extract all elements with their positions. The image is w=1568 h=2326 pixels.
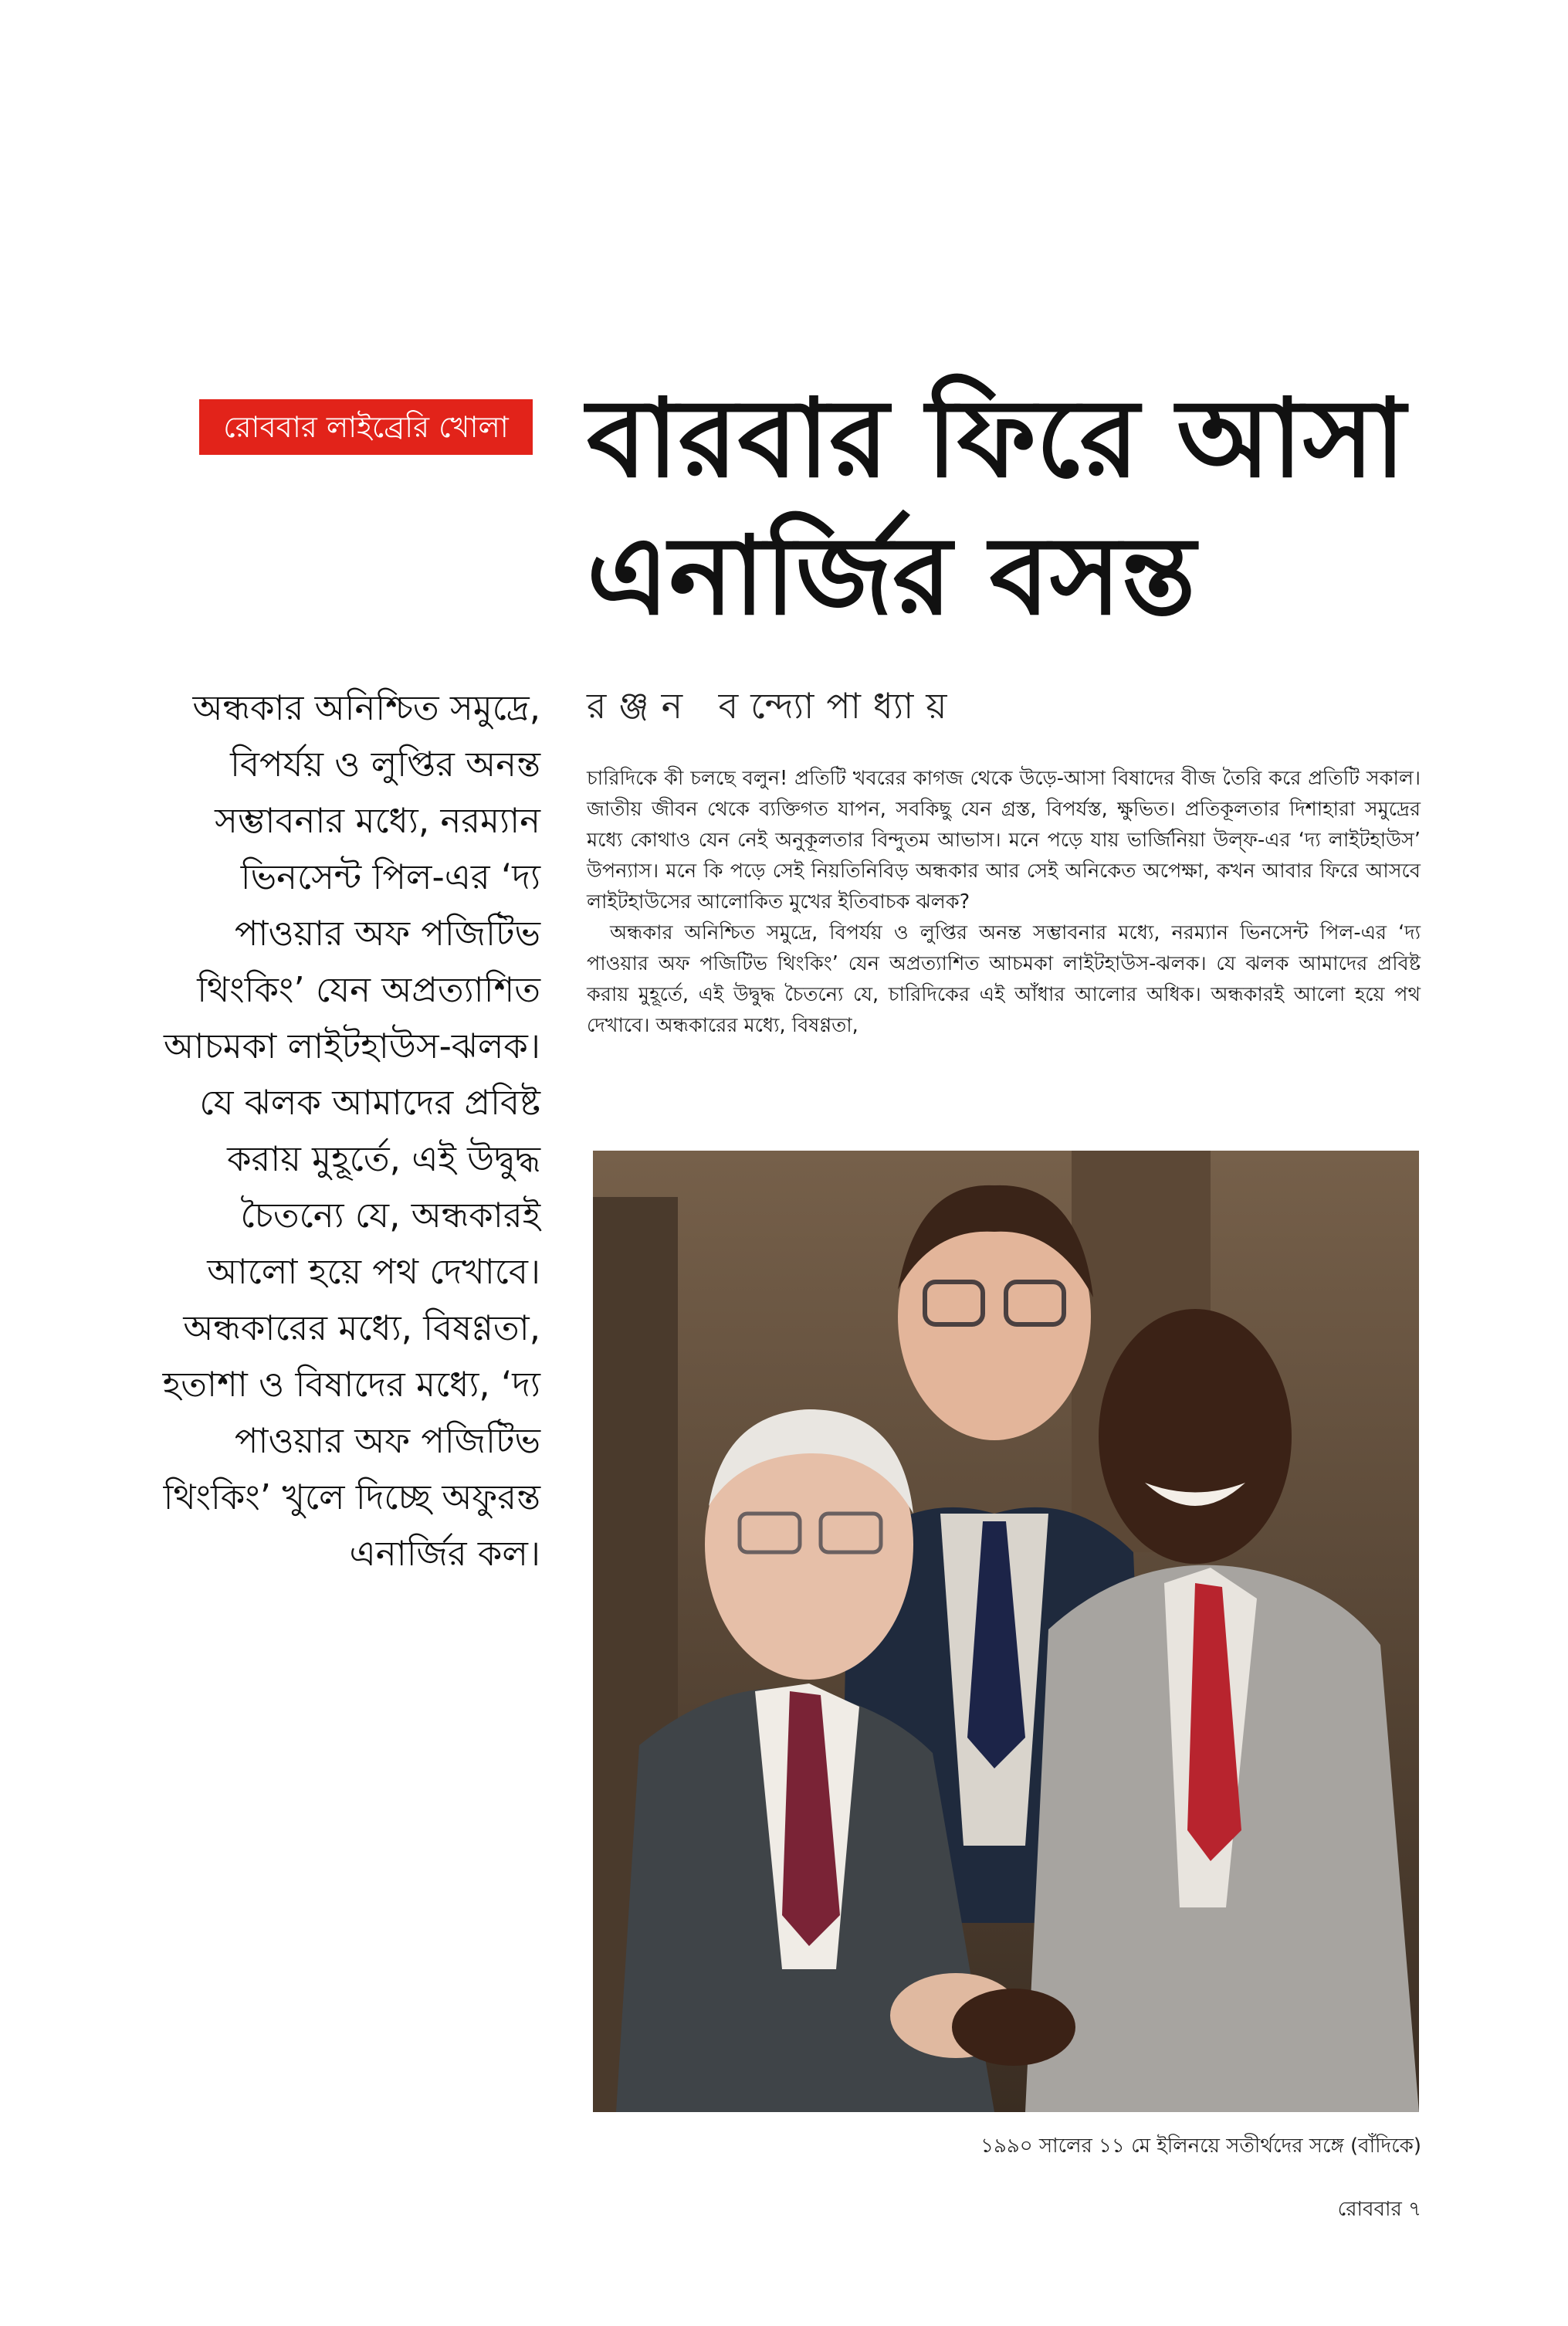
article-photo — [593, 1151, 1419, 2112]
handshake-right-hand — [952, 1989, 1075, 2066]
page-footer: রোববার ৭ — [1337, 2198, 1421, 2221]
headline — [587, 371, 1475, 646]
photo-caption: ১৯৯০ সালের ১১ মে ইলিনয়ে সতীর্থদের সঙ্গে (বাঁদিকে) — [980, 2134, 1421, 2158]
headline-line-2: এনার্জির বসন্ত — [587, 514, 1196, 639]
section-tag: রোববার লাইব্রেরি খোলা — [199, 399, 533, 455]
pull-quote: অন্ধকার অনিশ্চিত সমুদ্রে, বিপর্যয় ও লুপ্তির অনন্ত সম্ভাবনার মধ্যে, নরম্যান ভিনসেন্ট পিল-এর ‘দ্য পাওয়ার অফ পজিটিভ থিংকিং’ যেন অপ্রত্যাশিত আচমকা লাইটহাউস-ঝলক। যে ঝলক আমাদের প্রবিষ্ট করায় মুহূর্তে, এই উদ্বুদ্ধ চৈতন্যে যে, অন্ধকারই আলো হয়ে পথ দেখাবে। অন্ধকারের মধ্যে, বিষণ্ণতা, হতাশা ও বিষাদের মধ্যে, ‘দ্য পাওয়ার অফ পজিটিভ থিংকিং’ খুলে দিচ্ছে অফুরন্ত এনার্জির কল। — [162, 687, 540, 1574]
photo-illustration — [593, 1151, 1419, 2112]
byline: রঞ্জন বন্দ্যোপাধ্যায় — [587, 685, 960, 727]
article-body — [587, 763, 1421, 1041]
right-man-face — [1099, 1309, 1292, 1564]
body-paragraph-1: চারিদিকে কী চলছে বলুন! প্রতিটি খবরের কাগজ থেকে উড়ে-আসা বিষাদের বীজ তৈরি করে প্রতিটি সকাল। জাতীয় জীবন থেকে ব্যক্তিগত যাপন, সবকিছু যেন গ্রস্ত, বিপর্যস্ত, ক্ষুভিত। প্রতিকূলতার দিশাহারা সমুদ্রের মধ্যে কোথাও যেন নেই অনুকূলতার বিন্দুতম আভাস। মনে পড়ে যায় ভার্জিনিয়া উল্‌ফ-এর ‘দ্য লাইটহাউস’ উপন্যাস। মনে কি পড়ে সেই নিয়তিনিবিড় অন্ধকার আর সেই অনিকেত অপেক্ষা, কখন আবার ফিরে আসবে লাইটহাউসের আলোকিত মুখের ইতিবাচক ঝলক? — [587, 767, 1421, 914]
headline-line-1: বারবার ফিরে আসা — [587, 376, 1406, 502]
body-paragraph-2: অন্ধকার অনিশ্চিত সমুদ্রে, বিপর্যয় ও লুপ্তির অনন্ত সম্ভাবনার মধ্যে, নরম্যান ভিনসেন্ট পিল-এর ‘দ্য পাওয়ার অফ পজিটিভ থিংকিং’ যেন অপ্রত্যাশিত আচমকা লাইটহাউস-ঝলক। যে ঝলক আমাদের প্রবিষ্ট করায় মুহূর্তে, এই উদ্বুদ্ধ চৈতন্যে যে, চারিদিকের এই আঁধার আলোর অধিক। অন্ধকারই আলো হয়ে পথ দেখাবে। অন্ধকারের মধ্যে, বিষণ্ণতা, — [587, 921, 1421, 1037]
